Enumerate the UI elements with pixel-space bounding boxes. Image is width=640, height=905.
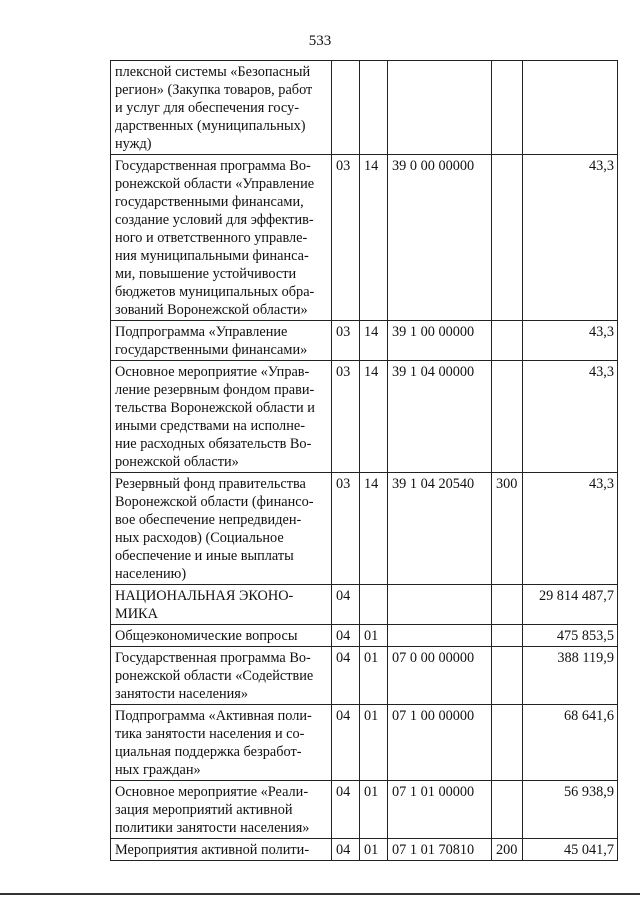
expense-kind-cell <box>492 781 523 839</box>
row-name-cell <box>111 839 332 861</box>
subsection-code-cell: 01 <box>360 705 388 781</box>
subsection-code-cell: 14 <box>360 473 388 585</box>
amount-cell: 43,3 <box>523 473 618 585</box>
section-code-cell: 04 <box>332 705 360 781</box>
row-name-text: Основное мероприятие «Управ- ление резервным фондом прави- тельства Воронежской области и иными средствами на исполне- ние расходных обязательств Во- ронежской области» <box>115 364 315 470</box>
subsection-code-cell: 14 <box>360 361 388 473</box>
expense-kind-cell <box>492 155 523 321</box>
budget-table-body <box>111 61 618 861</box>
target-article-cell: 07 0 00 00000 <box>388 647 492 705</box>
target-article-cell: 39 1 04 20540 <box>388 473 492 585</box>
target-article-cell <box>388 585 492 625</box>
row-name-cell <box>111 155 332 321</box>
row-name-cell <box>111 473 332 585</box>
amount-cell: 56 938,9 <box>523 781 618 839</box>
table-row <box>111 781 618 839</box>
subsection-code-cell: 01 <box>360 625 388 647</box>
table-row <box>111 585 618 625</box>
row-name-cell <box>111 647 332 705</box>
row-name-text: Мероприятия активной полити- <box>115 842 310 858</box>
table-row <box>111 839 618 861</box>
amount-cell: 68 641,6 <box>523 705 618 781</box>
row-name-text: Общеэкономические вопросы <box>115 628 298 644</box>
amount-cell: 43,3 <box>523 155 618 321</box>
section-code-cell: 04 <box>332 839 360 861</box>
row-name-text: НАЦИОНАЛЬНАЯ ЭКОНО- МИКА <box>115 588 294 622</box>
target-article-cell <box>388 625 492 647</box>
section-code-cell: 03 <box>332 321 360 361</box>
budget-table <box>110 60 618 861</box>
bottom-rule <box>0 893 640 895</box>
row-name-cell <box>111 321 332 361</box>
section-code-cell: 04 <box>332 647 360 705</box>
row-name-text: Резервный фонд правительства Воронежской области (финансо- вое обеспечение непредвиден- ных расходов) (Социальное обеспечение и иные выплаты населению) <box>115 476 314 582</box>
table-row <box>111 625 618 647</box>
table-row <box>111 61 618 155</box>
table-row <box>111 705 618 781</box>
target-article-cell: 39 0 00 00000 <box>388 155 492 321</box>
page-number: 533 <box>308 33 332 49</box>
subsection-code-cell <box>360 585 388 625</box>
table-row <box>111 155 618 321</box>
row-name-text: плексной системы «Безопасный регион» (Закупка товаров, работ и услуг для обеспечения госу- дарственных (муниципальных) нужд) <box>115 64 313 152</box>
table-row <box>111 361 618 473</box>
expense-kind-cell <box>492 647 523 705</box>
row-name-cell <box>111 61 332 155</box>
amount-cell: 475 853,5 <box>523 625 618 647</box>
section-code-cell <box>332 61 360 155</box>
row-name-cell <box>111 705 332 781</box>
amount-cell: 29 814 487,7 <box>523 585 618 625</box>
expense-kind-cell <box>492 705 523 781</box>
row-name-cell <box>111 781 332 839</box>
section-code-cell: 03 <box>332 473 360 585</box>
section-code-cell: 03 <box>332 155 360 321</box>
amount-cell <box>523 61 618 155</box>
row-name-text: Подпрограмма «Активная поли- тика занятости населения и со- циальная поддержка безработ- ных граждан» <box>115 708 312 778</box>
subsection-code-cell: 14 <box>360 321 388 361</box>
section-code-cell: 04 <box>332 625 360 647</box>
amount-cell: 43,3 <box>523 361 618 473</box>
table-row <box>111 473 618 585</box>
expense-kind-cell <box>492 61 523 155</box>
target-article-cell: 39 1 00 00000 <box>388 321 492 361</box>
amount-cell: 388 119,9 <box>523 647 618 705</box>
expense-kind-cell: 200 <box>492 839 523 861</box>
section-code-cell: 03 <box>332 361 360 473</box>
row-name-text: Государственная программа Во- ронежской области «Управление государственными финансами, создание условий для эффектив- ного и ответственного управле- ния муниципальными финанса- ми, повышение устойчивости бюджетов муниципальных обра- зований Воронежской области» <box>115 158 315 318</box>
amount-cell: 45 041,7 <box>523 839 618 861</box>
subsection-code-cell <box>360 61 388 155</box>
row-name-cell <box>111 625 332 647</box>
row-name-text: Основное мероприятие «Реали- зация мероприятий активной политики занятости населения» <box>115 784 310 836</box>
target-article-cell: 07 1 01 70810 <box>388 839 492 861</box>
subsection-code-cell: 01 <box>360 647 388 705</box>
expense-kind-cell <box>492 625 523 647</box>
table-row <box>111 321 618 361</box>
section-code-cell: 04 <box>332 781 360 839</box>
expense-kind-cell: 300 <box>492 473 523 585</box>
expense-kind-cell <box>492 321 523 361</box>
row-name-text: Подпрограмма «Управление государственными финансами» <box>115 324 308 358</box>
subsection-code-cell: 01 <box>360 839 388 861</box>
row-name-cell <box>111 585 332 625</box>
target-article-cell: 39 1 04 00000 <box>388 361 492 473</box>
target-article-cell: 07 1 00 00000 <box>388 705 492 781</box>
expense-kind-cell <box>492 361 523 473</box>
expense-kind-cell <box>492 585 523 625</box>
target-article-cell: 07 1 01 00000 <box>388 781 492 839</box>
row-name-text: Государственная программа Во- ронежской области «Содействие занятости населения» <box>115 650 314 702</box>
row-name-cell <box>111 361 332 473</box>
table-row <box>111 647 618 705</box>
subsection-code-cell: 01 <box>360 781 388 839</box>
target-article-cell <box>388 61 492 155</box>
section-code-cell: 04 <box>332 585 360 625</box>
amount-cell: 43,3 <box>523 321 618 361</box>
subsection-code-cell: 14 <box>360 155 388 321</box>
